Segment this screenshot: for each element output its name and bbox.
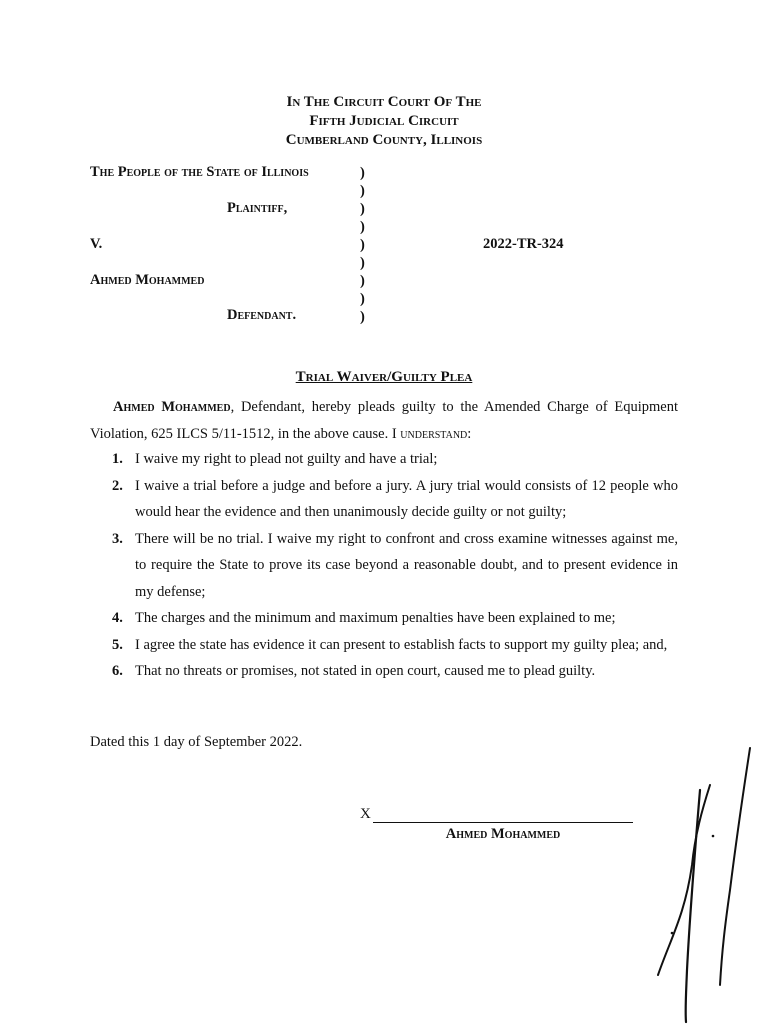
paren: ) (360, 273, 365, 289)
list-item (90, 446, 678, 473)
paren: ) (360, 165, 365, 181)
versus-label: V. (90, 236, 103, 252)
item-number: 4. (112, 610, 123, 626)
signer-name: Ahmed Mohammed (445, 826, 561, 842)
case-number: 2022-TR-324 (483, 236, 564, 252)
caption-parentheses (360, 164, 365, 326)
document-title: Trial Waiver/Guilty Plea (295, 369, 473, 385)
handwritten-signature (640, 740, 768, 1024)
dated-line: Dated this 1 day of September 2022. (90, 734, 303, 750)
list-item (90, 526, 678, 606)
item-text: The charges and the minimum and maximum penalties have been explained to me; (135, 610, 616, 626)
defendant-role: Defendant. (227, 307, 297, 323)
plaintiff-party: The People of the State of Illinois (90, 164, 309, 180)
item-number: 2. (112, 477, 123, 494)
intro-paragraph (90, 394, 678, 447)
item-text: That no threats or promises, not stated in open court, caused me to plead guilty. (135, 663, 596, 679)
signature-line (373, 822, 633, 823)
paren: ) (360, 309, 365, 325)
item-text: There will be no trial. I waive my right to confront and cross examine witnesses against me, to require the State to prove its case beyond a reasonable doubt, and to present evidence in my defense; (135, 530, 678, 600)
intro-text: , Defendant, hereby pleads guilty to the Amended Charge of Equipment Violation, 625 ILCS 5/11-1512, in the above cause. I (90, 399, 678, 442)
acknowledgement-list (90, 446, 678, 685)
item-number: 3. (112, 530, 123, 547)
paren: ) (360, 291, 365, 307)
list-item (90, 658, 678, 685)
paren: ) (360, 255, 365, 271)
court-header (0, 93, 768, 150)
defendant-name: Ahmed Mohammed (113, 399, 231, 415)
paren: ) (360, 219, 365, 235)
paren: ) (360, 237, 365, 253)
court-line-1: In The Circuit Court Of The (286, 94, 482, 110)
item-text: I waive a trial before a judge and before a jury. A jury trial would consists of 12 people who would hear the evidence and then unanimously decide guilty or not guilty; (135, 477, 678, 520)
court-line-2: Fifth Judicial Circuit (309, 113, 459, 129)
item-number: 6. (112, 663, 123, 679)
list-item (90, 632, 678, 659)
item-text: I agree the state has evidence it can present to establish facts to support my guilty plea; and, (135, 636, 668, 653)
paren: ) (360, 183, 365, 199)
understand-label: understand: (400, 425, 472, 442)
plaintiff-role: Plaintiff, (227, 200, 288, 216)
paren: ) (360, 201, 365, 217)
signature-mark: X (360, 806, 371, 822)
court-line-3: Cumberland County, Illinois (285, 132, 483, 148)
defendant-party: Ahmed Mohammed (90, 272, 205, 288)
item-number: 5. (112, 636, 123, 653)
list-item (90, 605, 678, 632)
item-text: I waive my right to plead not guilty and have a trial; (135, 451, 438, 467)
list-item (90, 473, 678, 526)
item-number: 1. (112, 451, 123, 467)
